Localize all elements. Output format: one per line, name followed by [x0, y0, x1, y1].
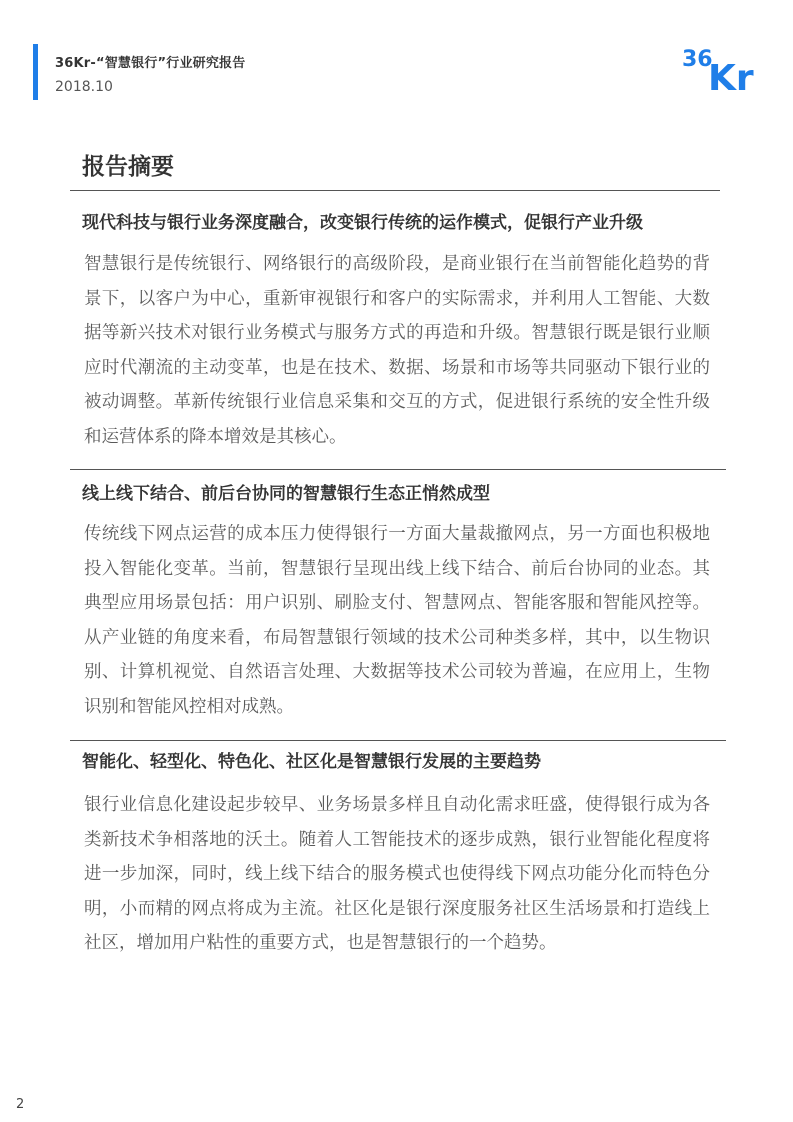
36kr-logo: [682, 44, 762, 92]
section-3-body: 银行业信息化建设起步较早、业务场景多样且自动化需求旺盛，使得银行成为各类新技术争相落地的沃土。随着人工智能技术的逐步成熟，银行业智能化程度将进一步加深，同时，线上线下结合的服务模式也使得线下网点功能分化而特色分明，小而精的网点将成为主流。社区化是银行深度服务社区生活场景和打造线上社区，增加用户粘性的重要方式，也是智慧银行的一个趋势。: [84, 795, 710, 953]
page-number: 2: [16, 1097, 25, 1112]
summary-heading: 报告摘要: [82, 154, 174, 180]
report-date: 2018.10: [55, 79, 113, 95]
heading-divider: [70, 190, 720, 191]
report-title: 36Kr-“智慧银行”行业研究报告: [55, 56, 246, 71]
section-divider-2: [70, 740, 726, 741]
section-1-body: 智慧银行是传统银行、网络银行的高级阶段，是商业银行在当前智能化趋势的背景下，以客户为中心，重新审视银行和客户的实际需求，并利用人工智能、大数据等新兴技术对银行业务模式与服务方式的再造和升级。智慧银行既是银行业顺应时代潮流的主动变革，也是在技术、数据、场景和市场等共同驱动下银行业的被动调整。革新传统银行业信息采集和交互的方式，促进银行系统的安全性升级和运营体系的降本增效是其核心。: [84, 254, 710, 447]
section-2-body: 传统线下网点运营的成本压力使得银行一方面大量裁撤网点，另一方面也积极地投入智能化变革。当前，智慧银行呈现出线上线下结合、前后台协同的业态。其典型应用场景包括：用户识别、刷脸支付、智慧网点、智能客服和智能风控等。从产业链的角度来看，布局智慧银行领域的技术公司种类多样，其中，以生物识别、计算机视觉、自然语言处理、大数据等技术公司较为普遍，在应用上，生物识别和智能风控相对成熟。: [84, 524, 710, 717]
section-1-title: 现代科技与银行业务深度融合，改变银行传统的运作模式，促银行产业升级: [82, 213, 643, 233]
logo-kr: Kr: [708, 58, 754, 92]
section-3-title: 智能化、轻型化、特色化、社区化是智慧银行发展的主要趋势: [82, 752, 541, 772]
section-2-title: 线上线下结合、前后台协同的智慧银行生态正悄然成型: [82, 484, 490, 504]
section-divider-1: [70, 469, 726, 470]
header-accent-bar: [33, 44, 38, 100]
logo-36: 36: [682, 47, 713, 72]
